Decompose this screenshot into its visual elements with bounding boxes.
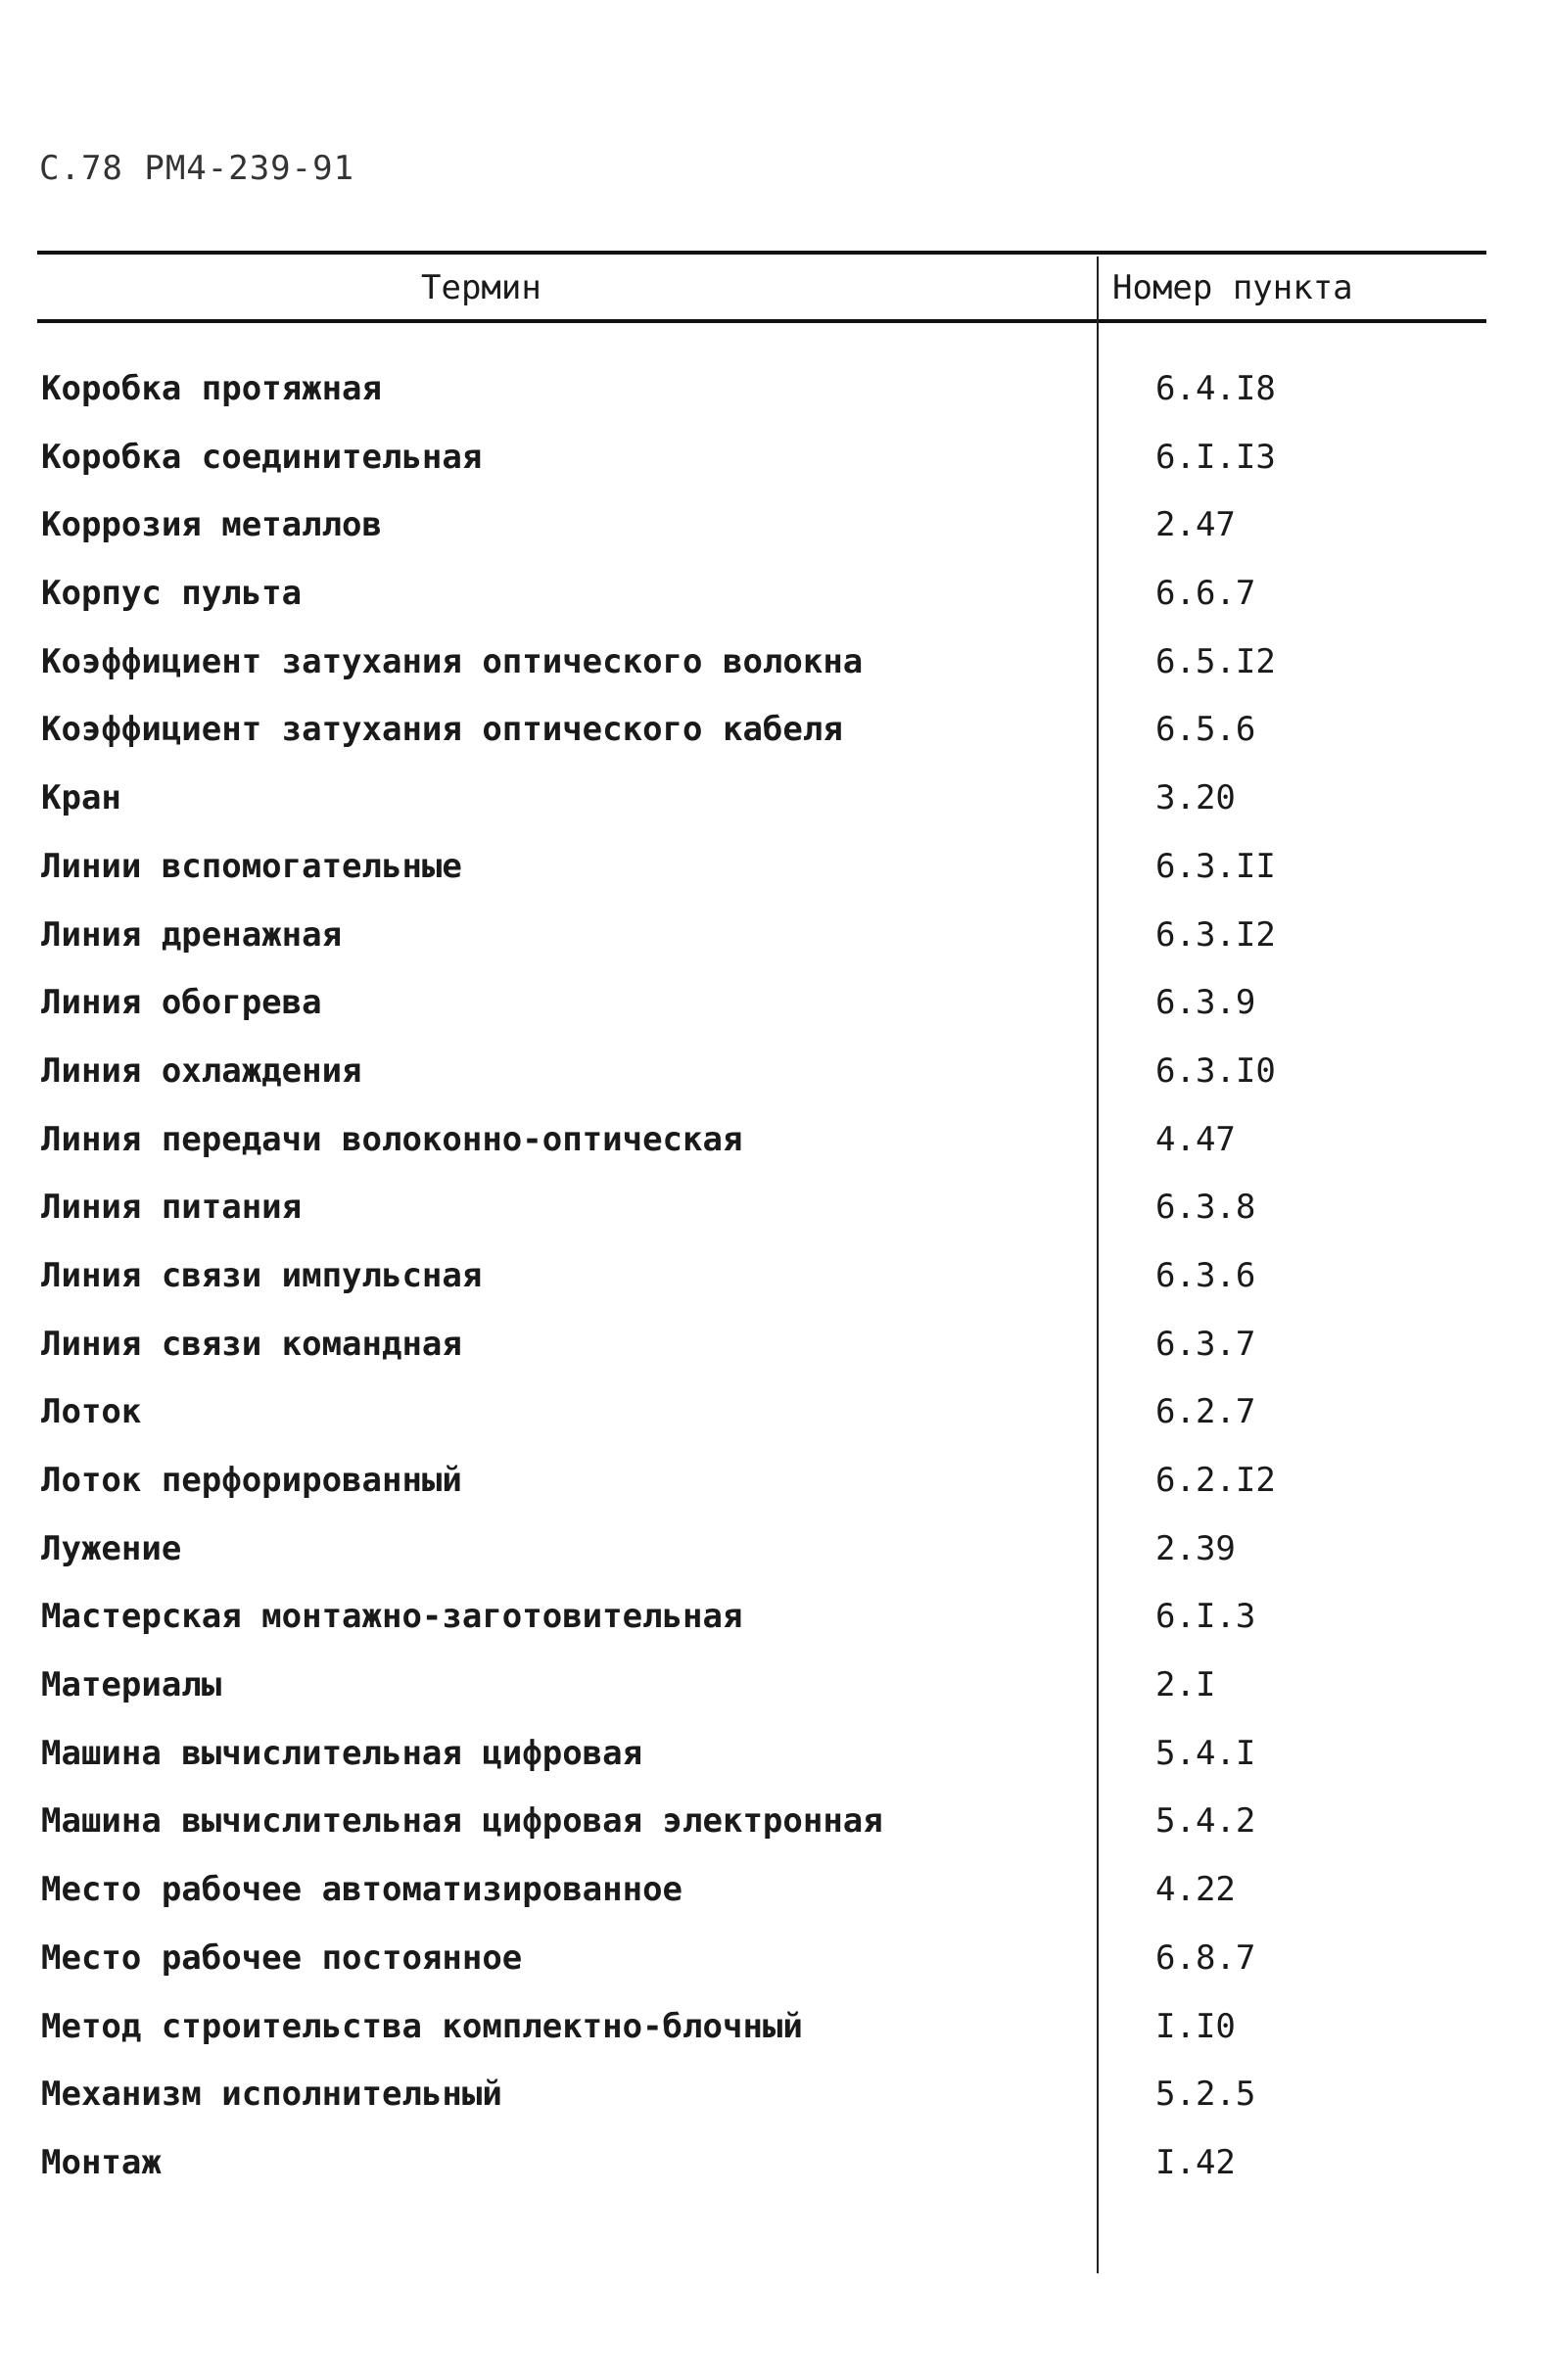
term-cell: Машина вычислительная цифровая электронная (41, 1801, 883, 1842)
table-row (0, 1387, 1552, 1456)
number-cell: 2.39 (1155, 1528, 1236, 1568)
term-cell: Линия дренажная (41, 914, 343, 955)
number-cell: 6.3.II (1155, 846, 1276, 886)
term-cell: Линия охлаждения (41, 1050, 362, 1091)
table-row (0, 842, 1552, 910)
term-cell: Кран (41, 778, 121, 818)
number-cell: 6.I.I3 (1155, 437, 1276, 477)
number-cell: 6.3.9 (1155, 983, 1256, 1023)
number-cell: 4.22 (1155, 1870, 1236, 1910)
term-cell: Метод строительства комплектно-блочный (41, 2006, 803, 2046)
term-cell: Место рабочее постоянное (41, 1937, 523, 1978)
table-row (0, 2002, 1552, 2071)
term-cell: Лоток (41, 1392, 142, 1432)
term-cell: Монтаж (41, 2142, 162, 2182)
table-row (0, 1251, 1552, 1320)
term-cell: Линия связи командная (41, 1324, 462, 1364)
number-cell: 6.8.7 (1155, 1937, 1256, 1978)
table-row (0, 1797, 1552, 1865)
number-cell: 2.I (1155, 1665, 1216, 1705)
table-row (0, 1865, 1552, 1934)
term-cell: Место рабочее автоматизированное (41, 1870, 683, 1910)
term-cell: Линия питания (41, 1188, 303, 1228)
number-cell: 6.4.I8 (1155, 369, 1276, 408)
table-row (0, 1592, 1552, 1660)
number-cell: 6.3.8 (1155, 1188, 1256, 1228)
number-cell: 6.2.7 (1155, 1392, 1256, 1432)
term-cell: Коробка протяжная (41, 369, 382, 408)
number-cell: 6.2.I2 (1155, 1461, 1276, 1500)
number-cell: 6.3.7 (1155, 1324, 1256, 1364)
table-row (0, 433, 1552, 501)
table-row (0, 1729, 1552, 1797)
table-row (0, 569, 1552, 637)
term-cell: Коррозия металлов (41, 505, 382, 545)
table-row (0, 364, 1552, 433)
term-cell: Коэффициент затухания оптического кабеля (41, 710, 843, 750)
number-cell: 3.20 (1155, 778, 1236, 818)
number-cell: I.I0 (1155, 2006, 1236, 2046)
table-row (0, 1047, 1552, 1115)
table-row (0, 910, 1552, 979)
table-row (0, 1456, 1552, 1524)
table-row (0, 500, 1552, 569)
table-row (0, 1660, 1552, 1729)
table-row (0, 1524, 1552, 1593)
table-top-rule (37, 251, 1486, 255)
table-row (0, 2070, 1552, 2138)
page-header: С.78 РМ4-239-91 (39, 149, 355, 188)
number-cell: 5.4.I (1155, 1733, 1256, 1773)
table-row (0, 773, 1552, 842)
number-cell: 2.47 (1155, 505, 1236, 545)
number-cell: 6.3.6 (1155, 1255, 1256, 1295)
table-column-header-number: Номер пункта (1112, 268, 1353, 307)
term-cell: Линия обогрева (41, 983, 322, 1023)
term-cell: Линии вспомогательные (41, 846, 462, 886)
table-row (0, 637, 1552, 706)
term-cell: Линия передачи волоконно-оптическая (41, 1119, 743, 1159)
number-cell: 5.4.2 (1155, 1801, 1256, 1842)
table-row (0, 2138, 1552, 2207)
term-cell: Материалы (41, 1665, 222, 1705)
term-cell: Лужение (41, 1528, 182, 1568)
table-row (0, 978, 1552, 1047)
table-header-rule (37, 319, 1486, 323)
table-row (0, 705, 1552, 773)
number-cell: 4.47 (1155, 1119, 1236, 1159)
number-cell: 5.2.5 (1155, 2075, 1256, 2115)
table-row (0, 1115, 1552, 1184)
number-cell: 6.I.3 (1155, 1597, 1256, 1637)
term-cell: Линия связи импульсная (41, 1255, 483, 1295)
number-cell: 6.3.I2 (1155, 914, 1276, 955)
term-index-table (0, 364, 1552, 2207)
term-cell: Лоток перфорированный (41, 1461, 462, 1500)
term-cell: Машина вычислительная цифровая (41, 1733, 643, 1773)
table-row (0, 1934, 1552, 2002)
number-cell: 6.5.I2 (1155, 641, 1276, 681)
term-cell: Корпус пульта (41, 574, 303, 614)
term-cell: Коэффициент затухания оптического волокна (41, 641, 864, 681)
table-row (0, 1320, 1552, 1388)
table-column-header-term: Термин (421, 268, 541, 307)
number-cell: I.42 (1155, 2142, 1236, 2182)
number-cell: 6.5.6 (1155, 710, 1256, 750)
term-cell: Механизм исполнительный (41, 2075, 502, 2115)
table-row (0, 1183, 1552, 1251)
number-cell: 6.3.I0 (1155, 1050, 1276, 1091)
term-cell: Мастерская монтажно-заготовительная (41, 1597, 743, 1637)
term-cell: Коробка соединительная (41, 437, 483, 477)
number-cell: 6.6.7 (1155, 574, 1256, 614)
